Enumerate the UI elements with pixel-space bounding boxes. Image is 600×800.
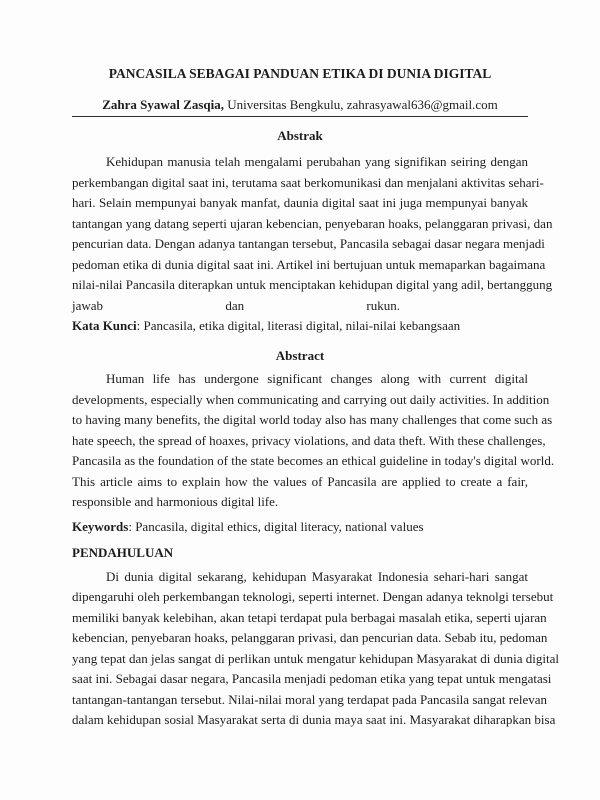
paragraph-line: tantangan-tantangan tersebut. Nilai-nilai moral yang terdapat pada Pancasila sangat relevan [72,691,548,707]
paragraph-line: pencurian data. Dengan adanya tantangan tersebut, Pancasila sebagai dasar negara menjadi [72,236,545,251]
author-affiliation: Universitas Bengkulu, zahrasyawal636@gmail.com [224,96,498,112]
pendahuluan-paragraph [72,567,559,731]
paragraph-line: hate speech, the spread of hoaxes, privacy violations, and data theft. With these challenges, [72,432,546,448]
keywords-line-id [72,316,528,337]
paragraph-line: tantangan yang datang seperti ujaran kebencian, penyebaran hoaks, pelanggaran privasi, dan [72,215,553,231]
paragraph-line: hari. Selain mempunyai banyak manfat, daunia digital saat ini juga mempunyai banyak [72,195,528,210]
keywords-text: : Pancasila, etika digital, literasi digital, nilai-nilai kebangsaan [136,318,461,333]
keywords-label: Keywords [72,518,129,534]
paragraph-line: saat ini. Sebagai dasar negara, Pancasila menjadi pedoman etika yang tepat untuk mengatasi [72,671,552,686]
keywords-label: Kata Kunci [72,318,137,333]
paragraph-last-line [72,296,400,317]
document-title: PANCASILA SEBAGAI PANDUAN ETIKA DI DUNIA DIGITAL [108,66,492,81]
paragraph-line: dipengaruhi oleh perkembangan teknologi, seperti internet. Dengan adanya teknolgi tersebut [72,589,554,604]
paragraph-word: rukun. [366,297,400,313]
paragraph-line: yang tepat dan jelas sangat di perlikan untuk mengatur kehidupan Masyarakat di dunia digital [72,650,559,666]
paragraph-line: nilai-nilai Pancasila diterapkan untuk menciptakan kehidupan digital yang adil, bertanggung [72,277,553,292]
paragraph-word: jawab [72,297,104,313]
paragraph-word: dan [225,297,245,313]
paragraph-line: Di dunia digital sekarang, kehidupan Masyarakat Indonesia sehari-hari sangat [106,568,528,584]
keywords-line-en [72,517,528,538]
paragraph-line: pedoman etika di dunia digital saat ini. Artikel ini bertujuan untuk memaparkan bagaimana [72,256,546,272]
paragraph-line: Kehidupan manusia telah mengalami perubahan yang signifikan seiring dengan [106,154,528,169]
section-heading-abstract: Abstract [275,347,325,363]
paragraph-line: developments, especially when communicating and carrying out daily activities. In addition [72,391,550,407]
paragraph-line: kebencian, penyebaran hoaks, pelanggaran privasi, dan pencurian data. Sebab itu, pedoman [72,630,548,645]
paragraph-line: dalam kehidupan sosial Masyarakat serta di dunia maya saat ini. Masyarakat diharapkan bisa [72,712,556,727]
keywords-text: : Pancasila, digital ethics, digital literacy, national values [128,518,424,534]
author-line [72,97,528,117]
section-heading-pendahuluan: PENDAHULUAN [72,545,174,560]
section-heading-abstrak: Abstrak [277,127,323,143]
paragraph-line: memiliki banyak kelebihan, akan tetapi terdapat pula berbagai masalah etika, seperti ujaran [72,609,547,625]
page-content [72,64,559,731]
paragraph-line: Pancasila as the foundation of the state becomes an ethical guideline in today's digital world. [72,453,555,468]
paragraph-line: to having many benefits, the digital world today also has many challenges that come such as [72,412,553,427]
paragraph-line: perkembangan digital saat ini, terutama saat berkomunikasi dan menjalani aktivitas sehari- [72,174,544,190]
paragraph-line: responsible and harmonious digital life. [72,494,279,509]
abstract-paragraph [72,369,555,537]
paragraph-line: This article aims to explain how the values of Pancasila are applied to create a fair, [72,473,528,489]
paragraph-line: Human life has undergone significant changes along with current digital [106,371,528,386]
abstrak-paragraph [72,152,553,337]
author-name: Zahra Syawal Zasqia, [102,96,224,112]
